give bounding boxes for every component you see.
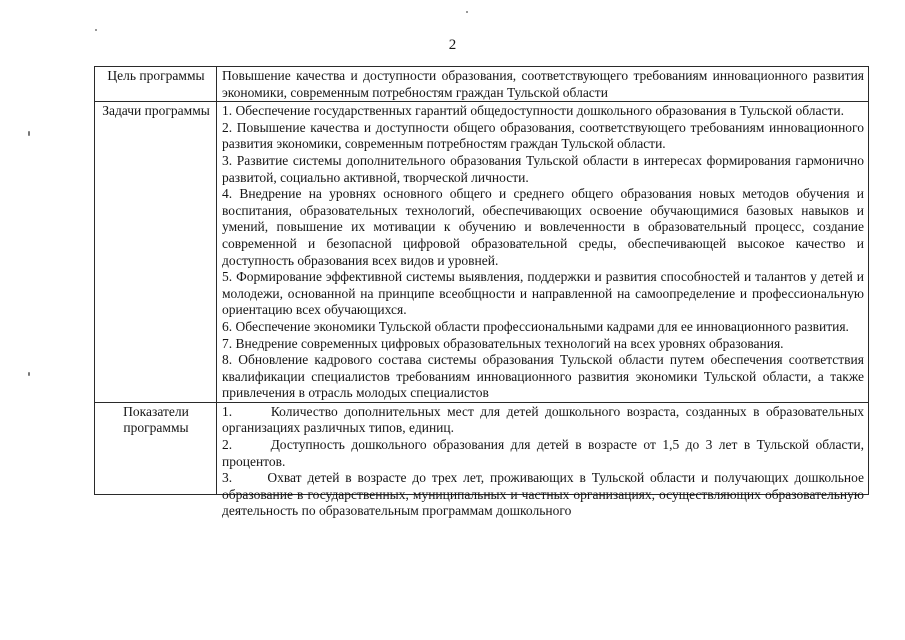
row-content-tasks <box>217 102 869 403</box>
table-row-indicators <box>95 402 869 494</box>
task-item-6: 6. Обеспечение экономики Тульской области профессиональными кадрами для ее инновационного развития. <box>222 318 849 334</box>
task-item-4: 4. Внедрение на уровнях основного общего и среднего общего образования новых методов обучения и воспитания, образовательных технологий, обеспечивающих освоение обучающимися базовых навыков и умений, повышение их мотивации к обучению и вовлеченности в образовательный процесс, создание современной и безопасной цифровой образовательной среды, обеспечивающей высокое качество и доступность образования всех видов и уровней. <box>222 186 864 268</box>
task-item-3: 3. Развитие системы дополнительного образования Тульской области в интересах формирования гармонично развитой, социально активной, творческой личности. <box>222 152 864 185</box>
table-row-goal <box>95 67 869 102</box>
goal-text: Повышение качества и доступности образования, соответствующего требованиям инновационного развития экономики, современным потребностям граждан Тульской области <box>222 68 864 100</box>
task-item-5: 5. Формирование эффективной системы выявления, поддержки и развития способностей и талантов у детей и молодежи, основанной на принципе всеобщности и направленной на самоопределение и профессиональную ориентацию всех обучающихся. <box>222 269 864 318</box>
table-row-tasks <box>95 102 869 403</box>
program-passport-table <box>94 66 869 519</box>
scan-speck <box>28 372 30 376</box>
task-item-2: 2. Повышение качества и доступности общего образования, соответствующего требованиям инновационного развития экономики, современным потребностям граждан Тульской области. <box>222 119 864 152</box>
row-label-indicators: Показатели программы <box>95 402 217 494</box>
page-number: 2 <box>448 37 457 53</box>
scan-speck <box>466 11 468 13</box>
indicator-item-1: 1. Количество дополнительных мест для детей дошкольного возраста, созданных в образовательных организациях различных типов, единиц. <box>222 403 868 436</box>
task-item-1: 1. Обеспечение государственных гарантий общедоступности дошкольного образования в Тульской области. <box>222 103 844 119</box>
task-item-8: 8. Обновление кадрового состава системы образования Тульской области путем обеспечения соответствия квалификации специалистов требованиям инновационного развития экономики Тульской области, а также привлечения в отрасль молодых специалистов <box>222 352 864 401</box>
scan-speck <box>28 131 30 136</box>
row-label-goal: Цель программы <box>95 67 217 102</box>
indicators-list <box>222 403 868 519</box>
row-content-goal <box>217 67 869 102</box>
row-label-tasks: Задачи программы <box>95 102 217 403</box>
indicator-item-3: 3. Охват детей в возрасте до трех лет, проживающих в Тульской области и получающих дошкольное образование в государственных, муниципальных и частных организациях, осуществляющих образовательную деятельность по образовательным программам дошкольного <box>222 470 868 519</box>
scan-speck <box>95 29 97 31</box>
row-content-indicators <box>217 402 869 519</box>
indicator-item-2: 2. Доступность дошкольного образования для детей в возрасте от 1,5 до 3 лет в Тульской области, процентов. <box>222 437 868 469</box>
task-item-7: 7. Внедрение современных цифровых образовательных технологий на всех уровнях образования. <box>222 335 784 351</box>
